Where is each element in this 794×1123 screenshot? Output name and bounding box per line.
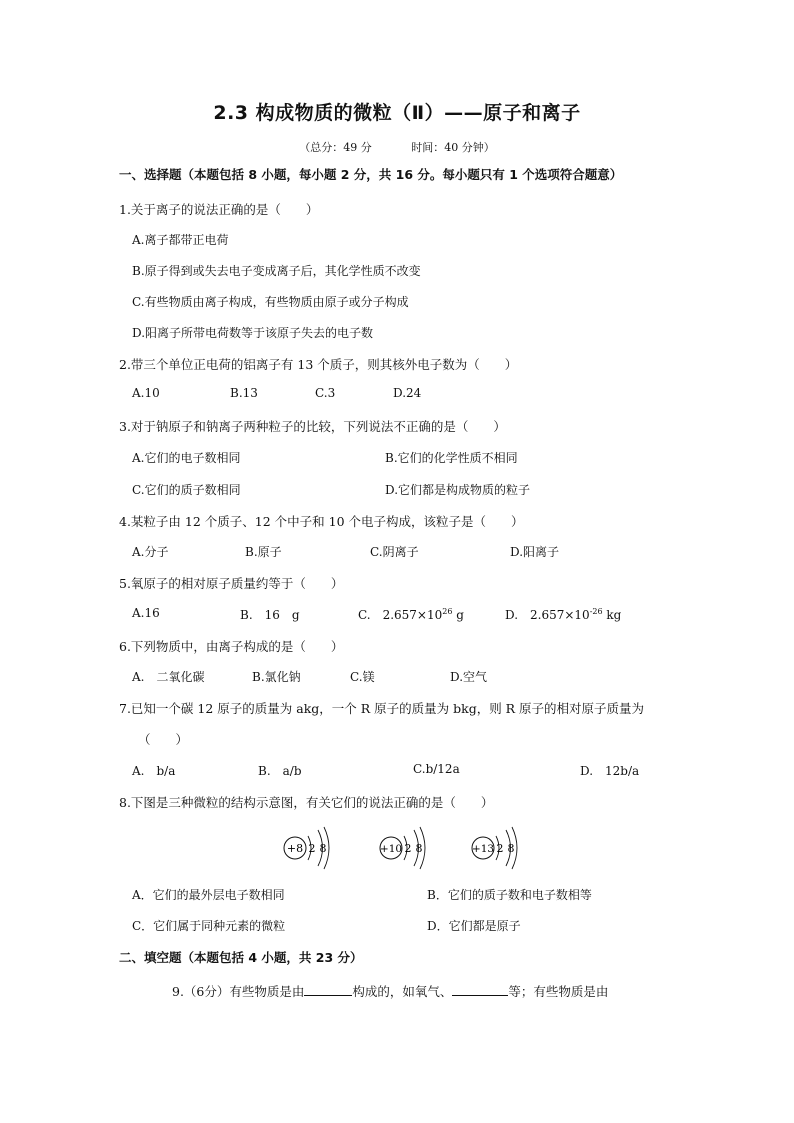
question-4-option-b: B.原子 xyxy=(245,545,282,559)
question-3-option-d: D.它们都是构成物质的粒子 xyxy=(385,483,531,497)
question-9-text: 9.（6分）有些物质是由 构成的，如氧气、 等；有些物质是由 xyxy=(172,984,609,999)
question-7-stem: 7.已知一个碳 12 原子的质量为 akg，一个 R 原子的质量为 bkg，则 R 原子的相对原子质量为 xyxy=(119,701,645,716)
total-score: （总分：49 分 xyxy=(299,141,372,154)
question-5-option-b: B. 16 g xyxy=(240,608,300,622)
question-4-option-d: D.阳离子 xyxy=(510,545,560,559)
question-3-option-c: C.它们的质子数相同 xyxy=(132,483,241,497)
particle-diagram-1 xyxy=(284,827,329,869)
question-6-option-b: B.氯化钠 xyxy=(252,670,301,684)
question-8-option-d: D．它们都是原子 xyxy=(427,919,521,933)
svg-text:2: 2 xyxy=(404,842,412,855)
page-title: 2.3 构成物质的微粒（Ⅱ）——原子和离子 xyxy=(213,102,581,124)
question-2-option-b: B.13 xyxy=(230,386,258,400)
particle-diagram-3 xyxy=(472,827,517,869)
svg-text:2: 2 xyxy=(496,842,504,855)
question-8-option-c: C．它们属于同种元素的微粒 xyxy=(132,919,286,933)
question-5-stem: 5.氧原子的相对原子质量约等于（ ） xyxy=(119,576,344,591)
svg-text:8: 8 xyxy=(319,842,327,855)
question-6-option-c: C.镁 xyxy=(350,670,375,684)
question-7-option-d: D. 12b/a xyxy=(580,764,640,778)
time-limit: 时间：40 分钟） xyxy=(411,141,495,154)
question-3-stem: 3.对于钠原子和钠离子两种粒子的比较，下列说法不正确的是（ ） xyxy=(119,419,506,434)
svg-text:+10: +10 xyxy=(379,843,403,855)
question-7-option-a: A. b/a xyxy=(132,764,176,778)
question-5-option-c: C. $2.657\times 10^{26}$ g xyxy=(358,607,464,622)
question-7-option-c: C.b/12a xyxy=(413,762,460,776)
question-1-stem: 1.关于离子的说法正确的是（ ） xyxy=(119,202,319,217)
question-7-paren: （ ） xyxy=(138,732,189,747)
question-3-option-a: A.它们的电子数相同 xyxy=(132,451,241,465)
question-8-option-b: B．它们的质子数和电子数相等 xyxy=(427,888,592,902)
question-5-option-d: D. $2.657\times 10^{-26}$ kg xyxy=(505,607,622,622)
question-8-stem: 8.下图是三种微粒的结构示意图，有关它们的说法正确的是（ ） xyxy=(119,795,494,810)
answer-blank-1[interactable] xyxy=(304,983,352,996)
question-7-option-b: B. a/b xyxy=(258,764,302,778)
question-1-option-a: A.离子都带正电荷 xyxy=(132,233,229,247)
question-6-stem: 6.下列物质中，由离子构成的是（ ） xyxy=(119,639,344,654)
question-3-option-b: B.它们的化学性质不相同 xyxy=(385,451,518,465)
question-6-option-d: D.空气 xyxy=(450,670,488,684)
atom-structure-diagram xyxy=(280,818,540,878)
question-2-option-c: C.3 xyxy=(315,386,336,400)
svg-text:+8: +8 xyxy=(286,842,304,855)
question-1-option-b: B.原子得到或失去电子变成离子后，其化学性质不改变 xyxy=(132,264,421,278)
question-1-option-c: C.有些物质由离子构成，有些物质由原子或分子构成 xyxy=(132,295,409,309)
question-2-stem: 2.带三个单位正电荷的铝离子有 13 个质子，则其核外电子数为（ ） xyxy=(119,357,518,372)
exam-info xyxy=(0,139,794,155)
svg-text:8: 8 xyxy=(507,842,515,855)
question-4-option-c: C.阴离子 xyxy=(370,545,419,559)
svg-text:2: 2 xyxy=(308,842,316,855)
section-heading-choice: 一、选择题（本题包括 8 小题，每小题 2 分，共 16 分。每小题只有 1 个选项符合题意） xyxy=(119,167,623,182)
svg-text:+13: +13 xyxy=(471,843,495,855)
question-2-option-d: D.24 xyxy=(393,386,422,400)
question-4-stem: 4.某粒子由 12 个质子、12 个中子和 10 个电子构成，该粒子是（ ） xyxy=(119,514,524,529)
answer-blank-2[interactable] xyxy=(452,983,508,996)
particle-diagram-2 xyxy=(380,827,425,869)
question-5-option-a: A.16 xyxy=(132,606,160,620)
section-heading-fill-blank: 二、填空题（本题包括 4 小题，共 23 分） xyxy=(119,950,363,965)
question-4-option-a: A.分子 xyxy=(132,545,169,559)
question-2-option-a: A.10 xyxy=(132,386,160,400)
svg-text:8: 8 xyxy=(415,842,423,855)
question-6-option-a: A. 二氧化碳 xyxy=(132,670,205,684)
question-1-option-d: D.阳离子所带电荷数等于该原子失去的电子数 xyxy=(132,326,374,340)
question-8-option-a: A．它们的最外层电子数相同 xyxy=(132,888,285,902)
